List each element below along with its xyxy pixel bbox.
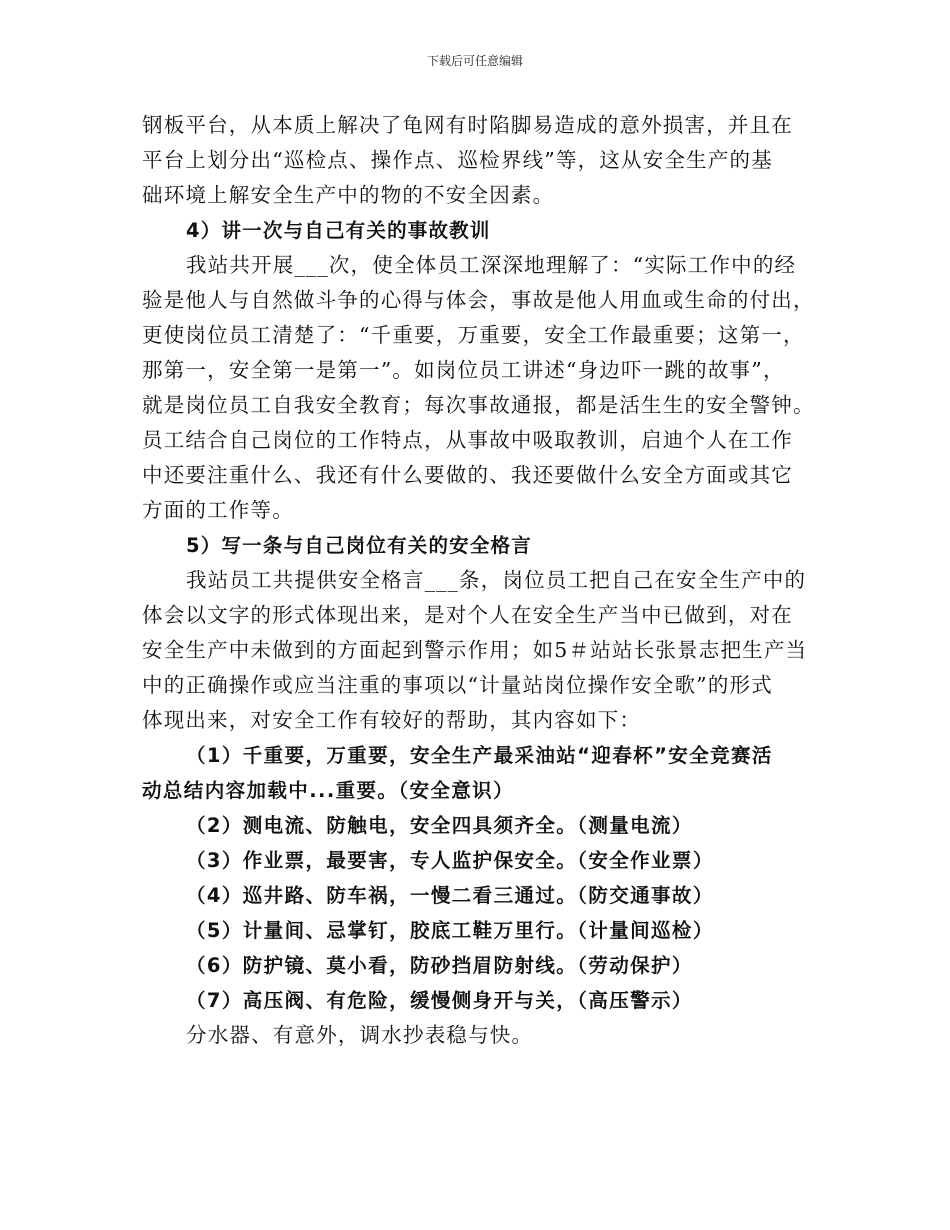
- text-line: 员工结合自己岗位的工作特点，从事故中吸取教训，启迪个人在工作: [142, 428, 793, 452]
- text-line: 中还要注重什么、我还有什么要做的、我还要做什么安全方面或其它: [142, 463, 793, 487]
- section-heading-4: 4）讲一次与自己有关的事故教训: [186, 219, 491, 242]
- text-line: 钢板平台，从本质上解决了龟网有时陷脚易造成的意外损害，并且在: [142, 113, 793, 137]
- text-line: 方面的工作等。: [142, 498, 294, 522]
- song-item-4: （4）巡井路、防车祸，一慢二看三通过。（防交通事故）: [186, 884, 714, 907]
- song-item-2: （2）测电流、防触电，安全四具须齐全。（测量电流）: [186, 814, 693, 837]
- song-item-1-continued: 动总结内容加载中...重要。（安全意识）: [142, 779, 514, 802]
- safety-song: [142, 738, 822, 1053]
- text-line: 中的正确操作或应当注重的事项以“计量站岗位操作安全歌”的形式: [142, 673, 773, 697]
- text-line: 更使岗位员工清楚了：“千重要，万重要，安全工作最重要；这第一，: [142, 323, 805, 347]
- text-line: 体会以文字的形式体现出来，是对个人在安全生产当中已做到，对在: [142, 603, 793, 627]
- paragraph-accident-lessons: [142, 248, 822, 528]
- section-heading-5: 5）写一条与自己岗位有关的安全格言: [186, 534, 532, 557]
- paragraph-platform: [142, 108, 822, 213]
- song-item-6: （6）防护镜、莫小看，防砂挡眉防射线。（劳动保护）: [186, 954, 693, 977]
- text-line: 平台上划分出“巡检点、操作点、巡检界线”等，这从安全生产的基: [142, 148, 773, 172]
- song-item-3: （3）作业票，最要害，专人监护保安全。（安全作业票）: [186, 849, 714, 872]
- song-item-5: （5）计量间、忌掌钉，胶底工鞋万里行。（计量间巡检）: [186, 919, 714, 942]
- text-line: 体现出来，对安全工作有较好的帮助，其内容如下：: [142, 708, 642, 732]
- paragraph-safety-mottos: [142, 563, 822, 738]
- song-item-1: （1）千重要，万重要，安全生产最采油站“迎春杯”安全竞赛活: [186, 744, 773, 767]
- text-line: 安全生产中未做到的方面起到警示作用；如5＃站站长张景志把生产当: [142, 638, 808, 662]
- text-line: 我站员工共提供安全格言___条，岗位员工把自己在安全生产中的: [186, 568, 807, 592]
- text-line: 我站共开展___次，使全体员工深深地理解了：“实际工作中的经: [186, 253, 797, 277]
- song-last-line: 分水器、有意外，调水抄表稳与快。: [186, 1023, 534, 1047]
- text-line: 础环境上解安全生产中的物的不安全因素。: [142, 183, 555, 207]
- text-line: 就是岗位员工自我安全教育；每次事故通报，都是活生生的安全警钟。: [142, 393, 815, 417]
- text-line: 那第一，安全第一是第一”。如岗位员工讲述“身边吓一跳的故事”，: [142, 358, 785, 382]
- document-body: [142, 108, 822, 1053]
- text-line: 验是他人与自然做斗争的心得与体会，事故是他人用血或生命的付出，: [142, 288, 815, 312]
- song-item-7: （7）高压阀、有危险，缓慢侧身开与关，（高压警示）: [186, 989, 693, 1012]
- page-header: 下载后可任意编辑: [426, 54, 523, 68]
